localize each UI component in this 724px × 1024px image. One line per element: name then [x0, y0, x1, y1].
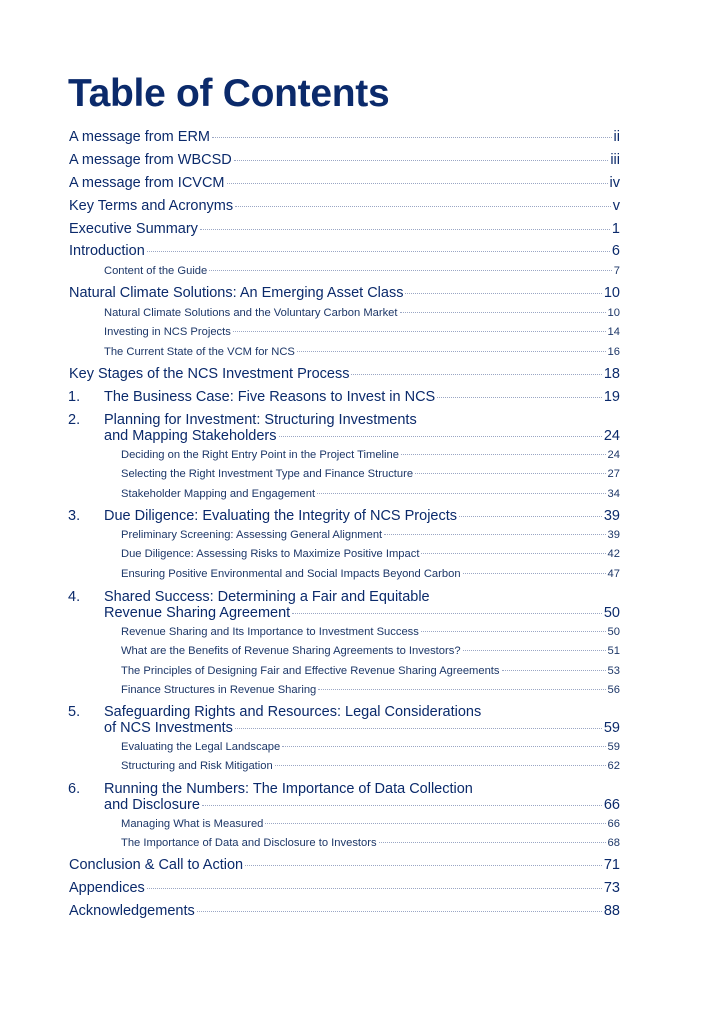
toc-subentry-preliminary-screening[interactable] [121, 529, 620, 541]
toc-label: Managing What is Measured [121, 818, 264, 830]
toc-entry-ncs-asset-class[interactable] [69, 285, 620, 301]
toc-label: Stakeholder Mapping and Engagement [121, 488, 316, 500]
toc-subentry-data-disclosure[interactable] [121, 837, 620, 849]
leader-dots [502, 670, 606, 671]
toc-page: 66 [603, 797, 620, 813]
leader-dots [209, 270, 612, 271]
toc-page: 51 [607, 645, 620, 657]
toc-entry-section-3[interactable] [104, 508, 620, 524]
toc-label: Introduction [69, 243, 145, 259]
toc-entry-introduction[interactable] [69, 243, 620, 259]
toc-entry-section-6[interactable] [104, 797, 620, 813]
toc-label: Investing in NCS Projects [104, 326, 231, 338]
toc-label: What are the Benefits of Revenue Sharing Agreements to Investors? [121, 645, 461, 657]
leader-dots [197, 911, 602, 912]
toc-subentry-principles[interactable] [121, 665, 620, 677]
toc-entry-key-terms[interactable] [69, 198, 620, 214]
leader-dots [200, 229, 610, 230]
toc-page: iii [610, 152, 620, 168]
toc-page: 1 [611, 221, 620, 237]
toc-entry-erm[interactable] [69, 129, 620, 145]
toc-subentry-benefits[interactable] [121, 645, 620, 657]
leader-dots [405, 293, 601, 294]
toc-page: v [612, 198, 620, 214]
toc-label: Revenue Sharing Agreement [104, 605, 291, 621]
toc-label: A message from ERM [69, 129, 211, 145]
leader-dots [384, 534, 605, 535]
leader-dots [234, 160, 609, 161]
leader-dots [147, 888, 602, 889]
toc-label: Key Terms and Acronyms [69, 198, 234, 214]
toc-subentry-managing-measured[interactable] [121, 818, 620, 830]
toc-label: Due Diligence: Evaluating the Integrity of NCS Projects [104, 508, 458, 524]
toc-label: Natural Climate Solutions: An Emerging Asset Class [69, 285, 404, 301]
section-title-line: Running the Numbers: The Importance of Data Collection [104, 781, 473, 797]
leader-dots [421, 553, 605, 554]
section-number: 6. [68, 781, 81, 797]
leader-dots [275, 765, 606, 766]
toc-label: Conclusion & Call to Action [69, 857, 244, 873]
toc-label: and Mapping Stakeholders [104, 428, 277, 444]
toc-subentry-ncs-vcm[interactable] [104, 307, 620, 319]
section-number: 1. [68, 389, 81, 405]
toc-entry-conclusion[interactable] [69, 857, 620, 873]
toc-label: Preliminary Screening: Assessing General Alignment [121, 529, 383, 541]
toc-entry-acknowledgements[interactable] [69, 903, 620, 919]
leader-dots [400, 312, 606, 313]
toc-page: 10 [607, 307, 620, 319]
section-number: 4. [68, 589, 81, 605]
toc-entry-icvcm[interactable] [69, 175, 620, 191]
leader-dots [235, 728, 602, 729]
toc-label: Revenue Sharing and Its Importance to Investment Success [121, 626, 419, 638]
toc-subentry-content-guide[interactable] [104, 265, 620, 277]
toc-entry-key-stages[interactable] [69, 366, 620, 382]
leader-dots [415, 473, 605, 474]
toc-label: Natural Climate Solutions and the Voluntary Carbon Market [104, 307, 398, 319]
toc-subentry-current-state[interactable] [104, 346, 620, 358]
toc-subentry-legal-landscape[interactable] [121, 741, 620, 753]
leader-dots [235, 206, 611, 207]
toc-page: 42 [607, 548, 620, 560]
toc-label: Structuring and Risk Mitigation [121, 760, 273, 772]
toc-page: 66 [607, 818, 620, 830]
toc-subentry-stakeholder-mapping[interactable] [121, 488, 620, 500]
toc-label: Deciding on the Right Entry Point in the Project Timeline [121, 449, 399, 461]
toc-label: The Business Case: Five Reasons to Invest in NCS [104, 389, 436, 405]
toc-label: Executive Summary [69, 221, 198, 237]
leader-dots [351, 374, 601, 375]
leader-dots [212, 137, 612, 138]
toc-label: Appendices [69, 880, 145, 896]
section-number: 5. [68, 704, 81, 720]
section-title-line: Planning for Investment: Structuring Investments [104, 412, 417, 428]
toc-entry-wbcsd[interactable] [69, 152, 620, 168]
toc-label: The Importance of Data and Disclosure to Investors [121, 837, 377, 849]
toc-label: and Disclosure [104, 797, 200, 813]
toc-subentry-entry-point[interactable] [121, 449, 620, 461]
leader-dots [233, 331, 606, 332]
leader-dots [297, 351, 606, 352]
leader-dots [463, 573, 606, 574]
toc-page: 71 [603, 857, 620, 873]
toc-page: 16 [607, 346, 620, 358]
toc-page: 88 [603, 903, 620, 919]
toc-page: 73 [603, 880, 620, 896]
toc-page: 47 [607, 568, 620, 580]
toc-label: Finance Structures in Revenue Sharing [121, 684, 317, 696]
toc-subentry-risk-mitigation[interactable] [121, 760, 620, 772]
toc-page: 56 [607, 684, 620, 696]
toc-label: Content of the Guide [104, 265, 208, 277]
leader-dots [279, 436, 602, 437]
section-title-line: Shared Success: Determining a Fair and Equitable [104, 589, 430, 605]
toc-entry-section-1[interactable] [104, 389, 620, 405]
toc-label: Evaluating the Legal Landscape [121, 741, 281, 753]
toc-page: 14 [607, 326, 620, 338]
leader-dots [401, 454, 606, 455]
toc-label: Key Stages of the NCS Investment Process [69, 366, 350, 382]
section-title-line: Safeguarding Rights and Resources: Legal Considerations [104, 704, 482, 720]
toc-page: ii [613, 129, 620, 145]
leader-dots [147, 251, 610, 252]
toc-page: 24 [603, 428, 620, 444]
toc-page: 39 [607, 529, 620, 541]
toc-entry-section-2[interactable] [104, 428, 620, 444]
toc-page: 62 [607, 760, 620, 772]
toc-label: A message from ICVCM [69, 175, 225, 191]
toc-entry-appendices[interactable] [69, 880, 620, 896]
leader-dots [437, 397, 602, 398]
toc-page: 7 [613, 265, 620, 277]
toc-subentry-positive-impacts[interactable] [121, 568, 620, 580]
leader-dots [317, 493, 605, 494]
toc-page: iv [609, 175, 620, 191]
toc-page: 24 [607, 449, 620, 461]
toc-subentry-finance-structures[interactable] [121, 684, 620, 696]
toc-label: Acknowledgements [69, 903, 195, 919]
toc-page: 53 [607, 665, 620, 677]
toc-subentry-due-diligence[interactable] [121, 548, 620, 560]
toc-subentry-investing-ncs[interactable] [104, 326, 620, 338]
toc-page: 68 [607, 837, 620, 849]
toc-subentry-investment-type[interactable] [121, 468, 620, 480]
toc-label: A message from WBCSD [69, 152, 232, 168]
toc-page: 6 [611, 243, 620, 259]
page-title: Table of Contents [68, 72, 390, 115]
section-number: 2. [68, 412, 81, 428]
toc-label: Selecting the Right Investment Type and Finance Structure [121, 468, 414, 480]
toc-entry-section-4[interactable] [104, 605, 620, 621]
leader-dots [421, 631, 606, 632]
toc-page: 59 [603, 720, 620, 736]
toc-page: 59 [607, 741, 620, 753]
leader-dots [463, 650, 606, 651]
toc-page: 34 [607, 488, 620, 500]
toc-label: of NCS Investments [104, 720, 233, 736]
toc-entry-executive-summary[interactable] [69, 221, 620, 237]
toc-page: 18 [603, 366, 620, 382]
toc-page: 19 [603, 389, 620, 405]
leader-dots [202, 805, 602, 806]
leader-dots [318, 689, 605, 690]
leader-dots [379, 842, 606, 843]
toc-page: 50 [603, 605, 620, 621]
leader-dots [292, 613, 602, 614]
leader-dots [459, 516, 602, 517]
toc-label: The Principles of Designing Fair and Effective Revenue Sharing Agreements [121, 665, 500, 677]
toc-label: The Current State of the VCM for NCS [104, 346, 295, 358]
toc-subentry-revenue-sharing[interactable] [121, 626, 620, 638]
leader-dots [227, 183, 608, 184]
toc-page: 50 [607, 626, 620, 638]
toc-page: 39 [603, 508, 620, 524]
leader-dots [282, 746, 605, 747]
toc-page: 27 [607, 468, 620, 480]
leader-dots [245, 865, 602, 866]
section-number: 3. [68, 508, 81, 524]
leader-dots [265, 823, 605, 824]
toc-label: Ensuring Positive Environmental and Social Impacts Beyond Carbon [121, 568, 461, 580]
toc-label: Due Diligence: Assessing Risks to Maximize Positive Impact [121, 548, 420, 560]
toc-page: 10 [603, 285, 620, 301]
toc-entry-section-5[interactable] [104, 720, 620, 736]
